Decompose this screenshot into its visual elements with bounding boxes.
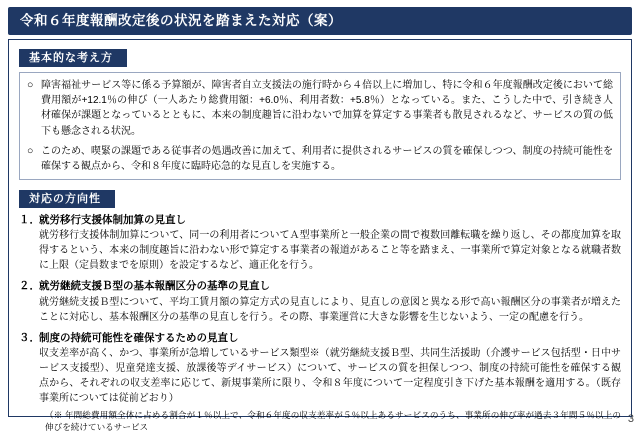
page-title: 令和６年度報酬改定後の状況を踏まえた対応（案） bbox=[20, 12, 342, 28]
slide-title-bar bbox=[8, 7, 632, 35]
direction-item-body: 収支差率が高く、かつ、事業所が急増しているサービス類型※（就労継続支援Ｂ型、共同生活援助（介護サービス包括型・日中サービス支援型）、児童発達支援、放課後等デイサービス）について、サービスの質を担保しつつ、制度の持続可能性を確保する観点から、それぞれの収支差率に応じて、新規事業所に限り、令和８年度について一定程度引き下げた基本報酬を適用する。（既存事業所については従前どおり） bbox=[39, 347, 621, 404]
direction-item-heading bbox=[19, 213, 621, 227]
direction-item bbox=[19, 279, 621, 324]
section-header-direction: 対応の方向性 bbox=[19, 190, 115, 208]
section-header-basic-concept: 基本的な考え方 bbox=[19, 49, 127, 67]
direction-item-heading bbox=[19, 331, 621, 345]
concept-bullet bbox=[27, 78, 613, 139]
concept-bullet-text: 障害福祉サービス等に係る予算額が、障害者自立支援法の施行時から４倍以上に増加し、特に令和６年度報酬改定後において総費用額が+12.1％の伸び（一人あたり総費用額：+6.0％、利用者数：+5.8％）となっている。また、こうした中で、引き続き人材確保が課題となっているとともに、本来の制度趣旨に沿わないで加算を算定する事業者も散見されるなど、サービスの質の低下も懸念される状況。 bbox=[41, 80, 613, 137]
concept-bullet bbox=[27, 144, 613, 174]
direction-item-body: 就労移行支援体制加算について、同一の利用者についてＡ型事業所と一般企業の間で複数回離転職を繰り返し、その都度加算を取得するという、本来の制度趣旨に沿わない形で算定する事業者の報道があること等を踏まえ、一事業所で算定対象となる就職者数に上限（定員数までを原則）を設定するなど、適正化を行う。 bbox=[39, 230, 621, 272]
direction-item-title: 就労継続支援Ｂ型の基本報酬区分の基準の見直し bbox=[39, 280, 270, 293]
direction-item bbox=[19, 331, 621, 434]
concept-bullet-text: このため、喫緊の課題である従事者の処遇改善に加えて、利用者に提供されるサービスの質を確保しつつ、制度の持続可能性を確保する観点から、令和８年度に臨時応急的な見直しを実施する。 bbox=[41, 145, 613, 173]
direction-item-body: 就労継続支援Ｂ型について、平均工賃月額の算定方式の見直しにより、見直しの意図と異なる形で高い報酬区分の事業者が増えたことに対応し、基本報酬区分の基準の見直しを行う。その際、事業運営に大きな影響を生じないよう、一定の配慮を行う。 bbox=[39, 296, 621, 323]
content-frame bbox=[8, 39, 632, 433]
direction-item-number: ３． bbox=[19, 331, 40, 344]
page-number: 3 bbox=[627, 413, 634, 425]
direction-item-title: 制度の持続可能性を確保するための見直し bbox=[39, 331, 239, 344]
direction-item-note: （※ 年間総費用額全体に占める割合が１％以上で、令和６年度の収支差率が５％以上あるサービスのうち、事業所の伸び率が過去３年間５％以上の伸びを続けているサービス bbox=[45, 409, 621, 433]
direction-item-title: 就労移行支援体制加算の見直し bbox=[39, 214, 186, 227]
direction-item-number: ２． bbox=[19, 280, 40, 293]
direction-item bbox=[19, 213, 621, 273]
direction-item-number: １． bbox=[19, 214, 40, 227]
basic-concept-box bbox=[19, 72, 621, 180]
bullet-circle-icon: ○ bbox=[27, 79, 34, 92]
direction-item-heading bbox=[19, 279, 621, 293]
bullet-circle-icon: ○ bbox=[27, 144, 34, 157]
